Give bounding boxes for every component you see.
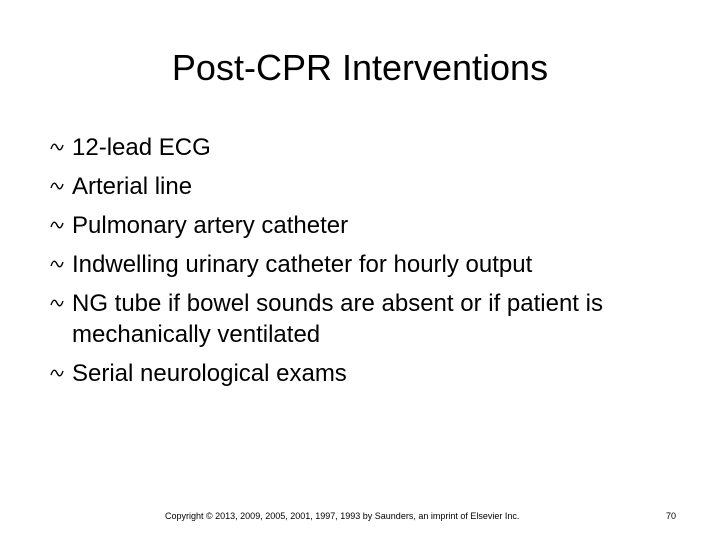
bullet-text: 12-lead ECG	[72, 134, 211, 161]
wave-bullet-icon	[50, 142, 64, 152]
wave-bullet-icon	[50, 259, 64, 269]
bullet-text: Arterial line	[72, 173, 193, 200]
list-item	[50, 171, 690, 202]
list-item	[50, 358, 690, 389]
bullet-text: NG tube if bowel sounds are absent or if patient is mechanically ventilated	[72, 290, 603, 348]
slide-title: Post-CPR Interventions	[171, 47, 549, 88]
bullet-text: Pulmonary artery catheter	[72, 212, 349, 239]
wave-bullet-icon	[50, 298, 64, 308]
list-item	[50, 288, 690, 350]
list-item	[50, 210, 690, 241]
bullet-text: Indwelling urinary catheter for hourly output	[72, 251, 533, 278]
page-number: 70	[666, 511, 677, 521]
bullet-list	[50, 132, 690, 397]
bullet-text: Serial neurological exams	[72, 360, 347, 387]
wave-bullet-icon	[50, 181, 64, 191]
wave-bullet-icon	[50, 368, 64, 378]
footer-copyright: Copyright © 2013, 2009, 2005, 2001, 1997, 1993 by Saunders, an imprint of Elsevier Inc.	[165, 511, 520, 521]
wave-bullet-icon	[50, 220, 64, 230]
list-item	[50, 132, 690, 163]
list-item	[50, 249, 690, 280]
